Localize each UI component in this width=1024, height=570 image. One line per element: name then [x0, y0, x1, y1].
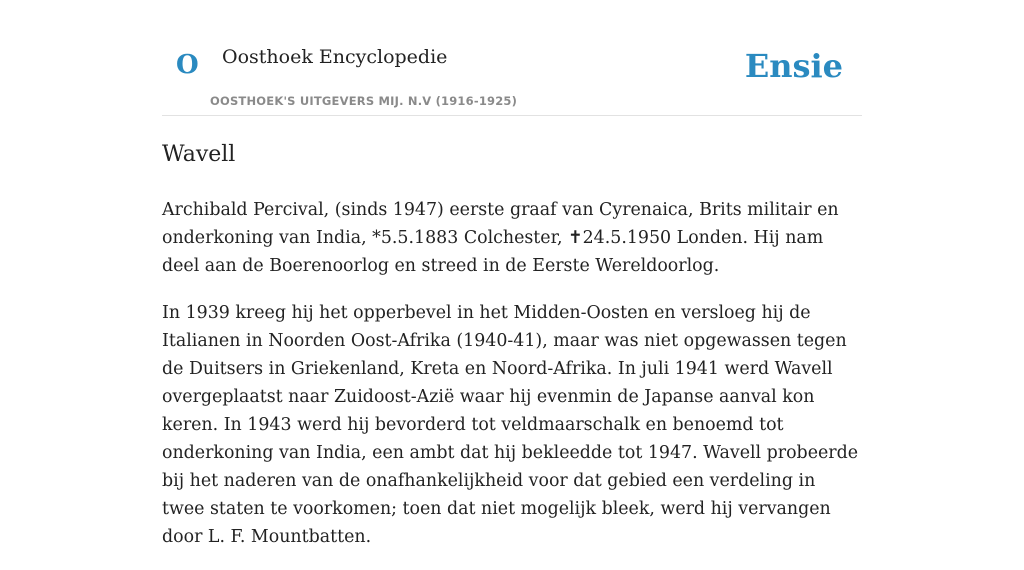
publication-subtitle: OOSTHOEK'S UITGEVERS MIJ. N.V (1916-1925): [210, 94, 518, 108]
publication-logo[interactable]: O: [176, 50, 199, 80]
article: [162, 136, 862, 570]
article-paragraph-1: Archibald Percival, (sinds 1947) eerste graaf van Cyrenaica, Brits militair en onderkoning van India, *5.5.1883 Colchester, ✝24.5.1950 Londen. Hij nam deel aan de Boerenoorlog en streed in de Eerste Wereldoorlog.: [162, 200, 839, 276]
article-title: Wavell: [162, 142, 236, 167]
publication-title[interactable]: Oosthoek Encyclopedie: [222, 46, 448, 68]
ensie-logo-link[interactable]: Ensie: [744, 47, 843, 85]
site-header: [162, 0, 862, 116]
article-paragraph-2: In 1939 kreeg hij het opperbevel in het Midden-Oosten en versloeg hij de Italianen in Noorden Oost-Afrika (1940-41), maar was niet opgewassen tegen de Duitsers in Griekenland, Kreta en Noord-Afrika. In juli 1941 werd Wavell overgeplaatst naar Zuidoost-Azië waar hij evenmin de Japanse aanval kon keren. In 1943 werd hij bevorderd tot veldmaarschalk en benoemd tot onderkoning van India, een ambt dat hij bekleedde tot 1947. Wavell probeerde bij het naderen van de onafhankelijkheid voor dat gebied een verdeling in twee staten te voorkomen; toen dat niet mogelijk bleek, werd hij vervangen door L. F. Mountbatten.: [162, 303, 859, 547]
